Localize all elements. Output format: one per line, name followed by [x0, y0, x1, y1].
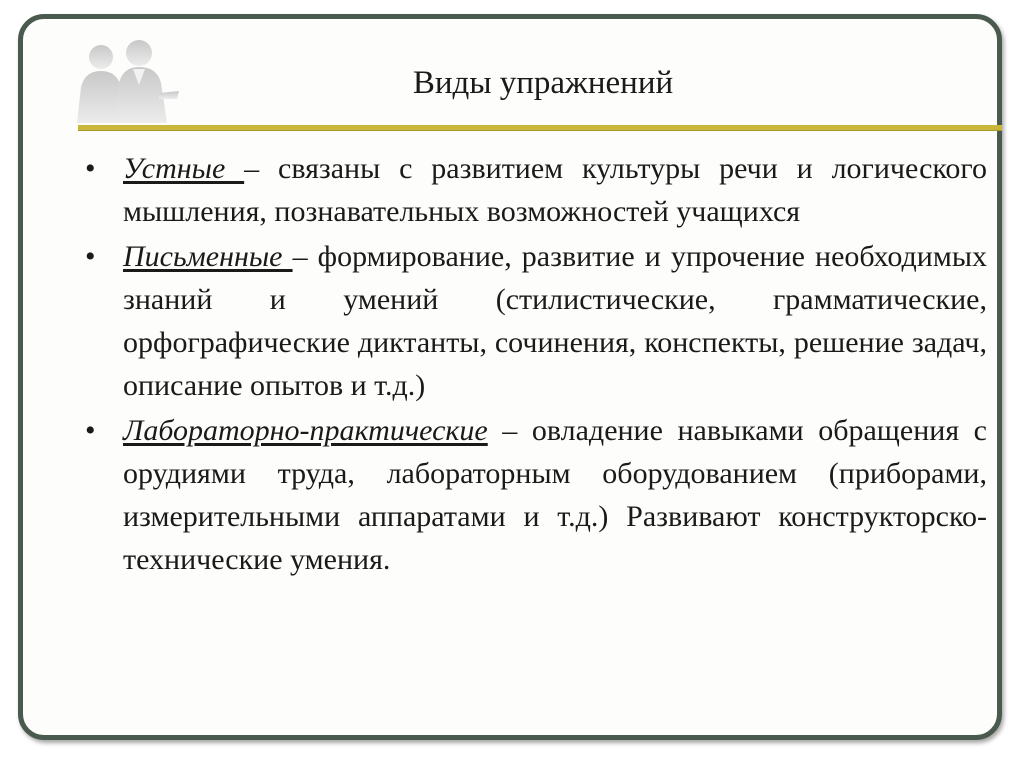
title-underline-divider — [78, 125, 1002, 131]
bullet-icon: • — [85, 240, 96, 273]
term-written: Письменные — [123, 240, 293, 273]
bullet-icon: • — [85, 152, 96, 185]
people-silhouette-icon — [63, 35, 183, 125]
bullet-item-lab-practical — [83, 409, 987, 581]
bullet-icon: • — [85, 414, 96, 447]
bullet-list — [83, 147, 987, 583]
description-oral: – связаны с развитием культуры речи и логического мышления, познавательных возможностей учащихся — [123, 152, 987, 228]
bullet-item-oral — [83, 147, 987, 233]
term-lab-practical: Лабораторно-практические — [123, 414, 488, 447]
description-written: – формирование, развитие и упрочение необходимых знаний и умений (стилистические, грамматические, орфографические диктанты, сочинения, конспекты, решение задач, описание опытов и т.д.) — [123, 240, 987, 402]
slide-frame — [18, 14, 1002, 740]
slide-title: Виды упражнений — [412, 65, 674, 101]
term-oral: Устные — [123, 152, 245, 185]
bullet-item-written — [83, 235, 987, 407]
description-lab-practical: – овладение навыками обращения с орудиями труда, лабораторным оборудованием (приборами, измерительными аппаратами и т.д.) Развивают конструкторско-технические умения. — [123, 414, 987, 576]
